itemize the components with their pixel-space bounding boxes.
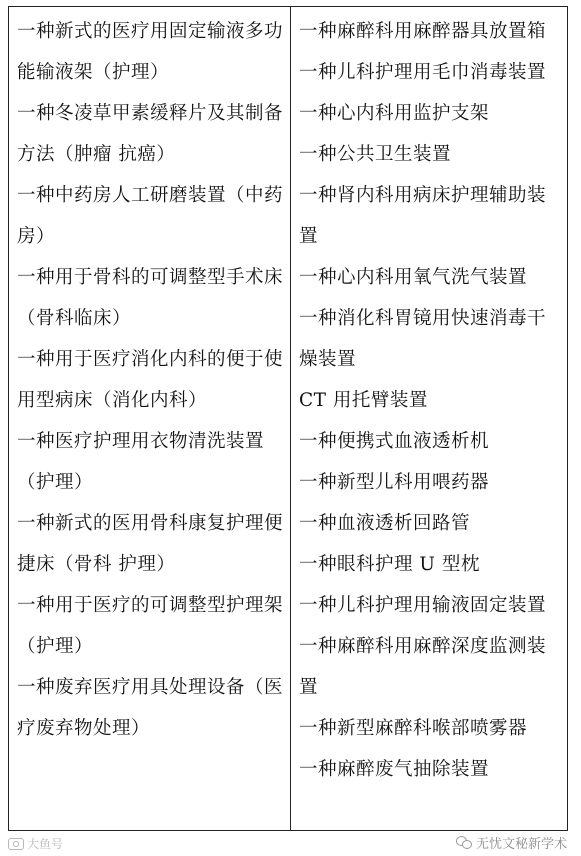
watermark-left-text: 大鱼号 xyxy=(27,837,64,851)
list-item: CT 用托臂装置 xyxy=(299,390,428,411)
list-item: 一种医疗护理用衣物清洗装置（护理） xyxy=(17,431,265,493)
watermark-bar xyxy=(0,831,581,856)
list-item: 一种心内科用氧气洗气装置 xyxy=(299,267,528,288)
list-item: 一种儿科护理用输液固定装置 xyxy=(299,595,547,616)
list-item: 一种消化科胃镜用快速消毒干燥装置 xyxy=(299,308,547,370)
list-item: 一种废弃医疗用具处理设备（医疗废弃物处理） xyxy=(17,677,284,739)
list-item: 一种麻醉科用麻醉深度监测装置 xyxy=(299,636,547,698)
list-item: 一种便携式血液透析机 xyxy=(299,431,490,452)
list-item: 一种新式的医用骨科康复护理便捷床（骨科 护理） xyxy=(17,513,284,575)
list-item: 一种新型儿科用喂药器 xyxy=(299,472,490,493)
list-item: 一种麻醉废气抽除装置 xyxy=(299,759,490,780)
list-item: 一种冬凌草甲素缓释片及其制备方法（肿瘤 抗癌） xyxy=(17,103,284,165)
list-item: 一种麻醉科用麻醉器具放置箱 xyxy=(299,21,547,42)
list-item: 一种新式的医疗用固定输液多功能输液架（护理） xyxy=(17,21,284,83)
list-item: 一种新型麻醉科喉部喷雾器 xyxy=(299,718,528,739)
wechat-icon xyxy=(456,836,472,850)
left-column xyxy=(9,7,291,830)
watermark-right-text: 无忧文秘新学术 xyxy=(475,837,567,852)
right-column xyxy=(291,7,567,830)
camera-icon xyxy=(8,838,24,850)
list-item: 一种肾内科用病床护理辅助装置 xyxy=(299,185,547,247)
list-item: 一种用于医疗的可调整型护理架（护理） xyxy=(17,595,284,657)
list-item: 一种儿科护理用毛巾消毒装置 xyxy=(299,62,547,83)
watermark-right xyxy=(456,833,567,852)
list-item: 一种中药房人工研磨装置（中药房） xyxy=(17,185,284,247)
list-item: 一种用于骨科的可调整型手术床（骨科临床） xyxy=(17,267,284,329)
list-item: 一种公共卫生装置 xyxy=(299,144,452,165)
list-item: 一种血液透析回路管 xyxy=(299,513,471,534)
list-item: 一种心内科用监护支架 xyxy=(299,103,490,124)
list-item: 一种用于医疗消化内科的便于使用型病床（消化内科） xyxy=(17,349,284,411)
watermark-left xyxy=(8,835,63,852)
list-item: 一种眼科护理 U 型枕 xyxy=(299,554,480,575)
patent-table xyxy=(8,6,568,831)
